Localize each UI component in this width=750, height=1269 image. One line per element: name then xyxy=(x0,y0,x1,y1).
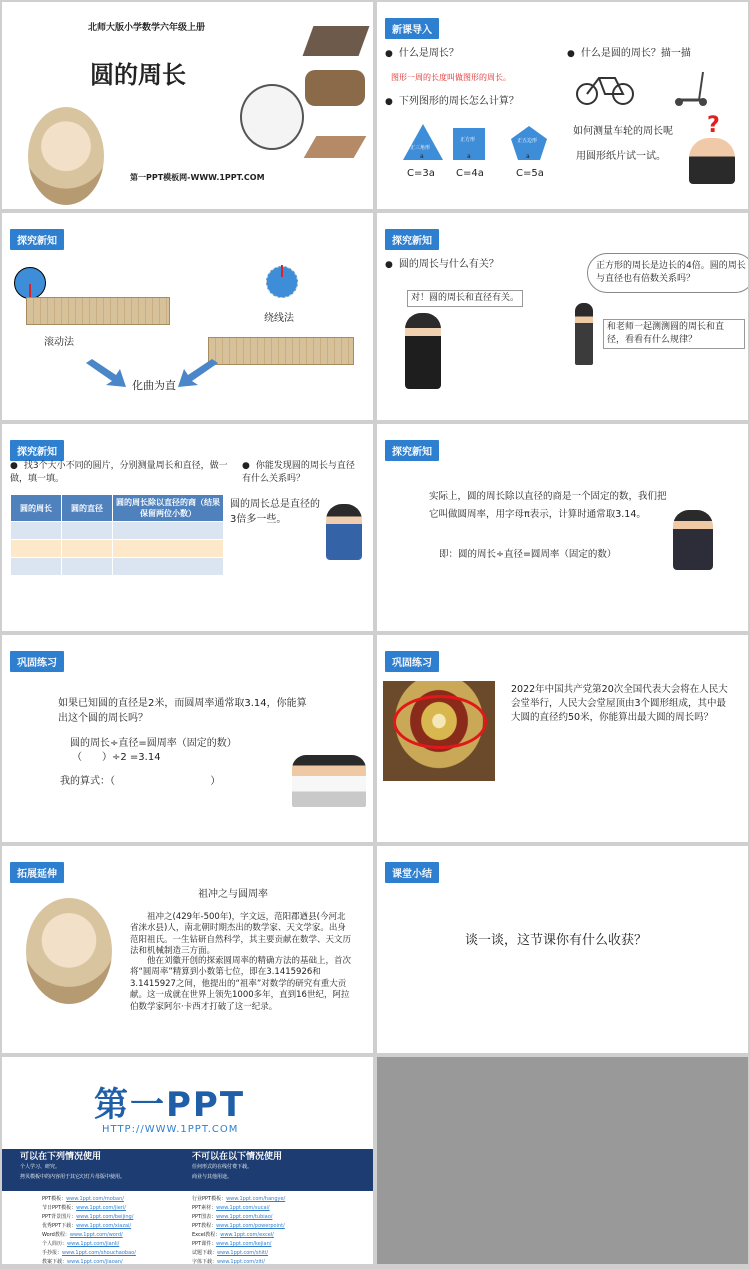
scooter-icon xyxy=(673,72,713,106)
arrow-left-icon xyxy=(86,359,126,389)
formula-line-1: 圆的周长÷直径=圆周率（固定的数） xyxy=(70,738,237,749)
tag-label: 巩固练习 xyxy=(385,651,439,672)
portrait-image xyxy=(26,898,112,1004)
link-row[interactable]: PPT背景图片：www.1ppt.com/beijing/ xyxy=(42,1214,134,1220)
question-1: ● 什么是周长？ xyxy=(385,47,459,62)
triangle-label: 正三角形 xyxy=(410,145,431,151)
link-row[interactable]: PPT模板：www.1ppt.com/moban/ xyxy=(42,1196,124,1202)
pentagon-side: a xyxy=(526,153,530,160)
slide-10[interactable] xyxy=(377,846,748,1053)
question-3: ● 什么是圆的周长？描一描 xyxy=(567,47,691,62)
table-row[interactable] xyxy=(11,558,224,576)
triangle-side: a xyxy=(420,153,424,160)
tag-label: 课堂小结 xyxy=(385,862,439,883)
engraving-image xyxy=(240,84,304,150)
link-row[interactable]: 字体下载：www.1ppt.com/ziti/ xyxy=(192,1259,265,1264)
slide-8[interactable] xyxy=(377,635,748,842)
armillary-image xyxy=(305,70,365,106)
header-diameter: 圆的直径 xyxy=(62,495,113,522)
article-paragraph-1: 祖冲之(429年-500年)，字文远，范阳郡遒县(今河北省涞水县)人，南北朝时期杰出的数学家、天文学家。出身范阳祖氏。一生钻研自然科学，其主要贡献在数学、天文历法和机械制造三方面。 xyxy=(130,912,352,957)
slide-1[interactable] xyxy=(2,2,373,209)
slide-6[interactable] xyxy=(377,424,748,631)
thought-cloud: 正方形的周长是边长的4倍。圆的周长与直径也有倍数关系吗？ xyxy=(587,253,748,293)
link-row[interactable]: 行业PPT模板：www.1ppt.com/hangye/ xyxy=(192,1196,286,1202)
method-rolling: 滚动法 xyxy=(44,337,74,348)
question-4: 如何测量车轮的周长呢 xyxy=(573,126,673,137)
link-row[interactable]: Excel教程：www.1ppt.com/excel/ xyxy=(192,1232,274,1238)
pi-formula: 即：圆的周长÷直径=圆周率（固定的数） xyxy=(439,549,617,560)
url-text[interactable]: HTTP://WWW.1PPT.COM xyxy=(102,1124,239,1135)
can-item: 个人学习、研究。 xyxy=(20,1164,61,1170)
answer-1: 图形一周的长度叫做图形的周长。 xyxy=(391,73,511,82)
slide-title: 圆的周长 xyxy=(90,61,186,89)
slide-7[interactable] xyxy=(2,635,373,842)
tag-label: 探究新知 xyxy=(10,229,64,250)
site-text: 第一PPT模板网-WWW.1PPT.COM xyxy=(130,173,265,182)
slide-3[interactable] xyxy=(2,213,373,420)
method-wrapping: 绕线法 xyxy=(264,313,294,324)
table-row[interactable] xyxy=(11,540,224,558)
cannot-title: 不可以在以下情况使用 xyxy=(192,1152,283,1162)
formula-line-2: （ ）÷2 =3.14 xyxy=(72,752,161,763)
question: ● 圆的周长与什么有关？ xyxy=(385,258,499,273)
ruler-1 xyxy=(26,297,170,325)
summary-text: 化曲为直 xyxy=(132,379,176,392)
sundial-image xyxy=(304,136,367,158)
link-row[interactable]: PPT教程：www.1ppt.com/powerpoint/ xyxy=(192,1223,285,1229)
tag-label: 巩固练习 xyxy=(10,651,64,672)
thinking-man-image xyxy=(689,138,735,184)
man-at-laptop-image xyxy=(292,755,366,807)
relation-answer: 圆的周长总是直径的3倍多一些。 xyxy=(230,499,320,525)
links-left xyxy=(42,1195,136,1264)
can-title: 可以在下列情况使用 xyxy=(20,1152,102,1162)
tag-label: 新课导入 xyxy=(385,18,439,39)
logo-text: 第一PPT xyxy=(94,1085,246,1125)
question-2: ● 下列图形的周长怎么计算？ xyxy=(385,95,519,110)
link-row[interactable]: Word教程：www.1ppt.com/word/ xyxy=(42,1232,123,1238)
tag-label: 探究新知 xyxy=(385,440,439,461)
teacher-woman-image xyxy=(326,504,362,560)
relation-question: ● 你能发现圆的周长与直径有什么关系吗？ xyxy=(242,460,362,486)
tag-label: 拓展延伸 xyxy=(10,862,64,883)
pentagon-label: 正五边形 xyxy=(517,138,538,144)
arrow-right-icon xyxy=(178,359,218,389)
ruler-2 xyxy=(208,337,354,365)
table-row[interactable] xyxy=(11,522,224,540)
formula-2: C=4a xyxy=(456,168,484,179)
prompt-box: 和老师一起测测圆的周长和直径，看看有什么规律？ xyxy=(603,319,745,349)
link-row[interactable]: 试题下载：www.1ppt.com/shiti/ xyxy=(192,1250,269,1256)
speech-bubble: 对！圆的周长和直径有关。 xyxy=(407,290,523,307)
square-label: 正方形 xyxy=(460,137,476,143)
link-row[interactable]: PPT课件：www.1ppt.com/kejian/ xyxy=(192,1241,272,1247)
formula-1: C=3a xyxy=(407,168,435,179)
student-boy-image xyxy=(575,303,593,365)
tag-label: 探究新知 xyxy=(10,440,64,461)
link-row[interactable]: 节日PPT模板：www.1ppt.com/jieri/ xyxy=(42,1205,126,1211)
slide-5[interactable] xyxy=(2,424,373,631)
slide-9[interactable] xyxy=(2,846,373,1053)
header-circumference: 圆的周长 xyxy=(11,495,62,522)
article-title: 祖冲之与圆周率 xyxy=(198,889,268,900)
article-paragraph-2: 他在刘徽开创的探索圆周率的精确方法的基础上，首次将“圆周率”精算到小数第七位，即在3.1415926和3.1415927之间，他提出的“祖率”对数学的研究有重大贡献。这一成就在世界上领先1000多年，直到16世纪，阿拉伯数学家阿尔·卡西才打破了这一纪录。 xyxy=(130,956,352,1012)
exercise-text: 2022年中国共产党第20次全国代表大会将在人民大会堂举行，人民大会堂屋顶由3个圆形组成，其中最大圆的直径约50米，你能算出最大圆的周长吗？ xyxy=(511,684,728,723)
links-right xyxy=(192,1195,285,1264)
empty-slot xyxy=(377,1057,748,1264)
summary-prompt: 谈一谈，这节课你有什么收获？ xyxy=(465,933,648,948)
tag-label: 探究新知 xyxy=(385,229,439,250)
slide-subtitle: 北师大版小学数学六年级上册 xyxy=(88,23,206,33)
formula-3: C=5a xyxy=(516,168,544,179)
measure-table[interactable] xyxy=(10,494,224,576)
question-mark-icon: ? xyxy=(707,113,720,138)
slide-11[interactable] xyxy=(2,1057,373,1264)
answer-line[interactable]: 我的算式：（ ） xyxy=(60,776,221,787)
link-row[interactable]: PPT素材：www.1ppt.com/sucai/ xyxy=(192,1205,270,1211)
square-side: a xyxy=(467,153,471,160)
can-item: 拷贝模板中的内容用于其它幻灯片母版中使用。 xyxy=(20,1174,126,1180)
highlight-ring xyxy=(393,695,487,749)
question-5: 用圆形纸片试一试。 xyxy=(576,151,666,162)
link-row[interactable]: 个人简历：www.1ppt.com/jianli/ xyxy=(42,1241,120,1247)
slide-2[interactable] xyxy=(377,2,748,209)
slide-4[interactable] xyxy=(377,213,748,420)
wrap-marker xyxy=(281,265,283,277)
bicycle-icon xyxy=(575,72,635,106)
task-text: ● 找3个大小不同的圆片，分别测量周长和直径，做一做，填一填。 xyxy=(10,460,228,486)
pi-definition: 实际上，圆的周长除以直径的商是一个固定的数，我们把它叫做圆周率，用字母π表示，计算时通常取3.14。 xyxy=(429,491,667,521)
great-hall-image xyxy=(383,681,495,781)
teacher-man-image xyxy=(673,510,713,570)
rolling-marker xyxy=(29,284,31,298)
abacus-image xyxy=(303,26,370,56)
header-quotient: 圆的周长除以直径的商（结果保留两位小数） xyxy=(113,495,224,522)
teacher-woman-image xyxy=(405,313,441,389)
link-row[interactable]: 手抄报：www.1ppt.com/shouchaobao/ xyxy=(42,1250,136,1256)
cannot-item: 任何形式的在线付费下载。 xyxy=(192,1164,253,1170)
link-row[interactable]: 优秀PPT下载：www.1ppt.com/xiazai/ xyxy=(42,1223,132,1229)
exercise-question: 如果已知圆的直径是2米，而圆周率通常取3.14，你能算出这个圆的周长吗？ xyxy=(58,698,307,724)
portrait-image xyxy=(28,107,104,205)
cannot-item: 商业与其他用途。 xyxy=(192,1174,233,1180)
link-row[interactable]: 教案下载：www.1ppt.com/jiaoan/ xyxy=(42,1259,123,1264)
table-header-row xyxy=(11,495,224,522)
link-row[interactable]: PPT图表：www.1ppt.com/tubiao/ xyxy=(192,1214,273,1220)
